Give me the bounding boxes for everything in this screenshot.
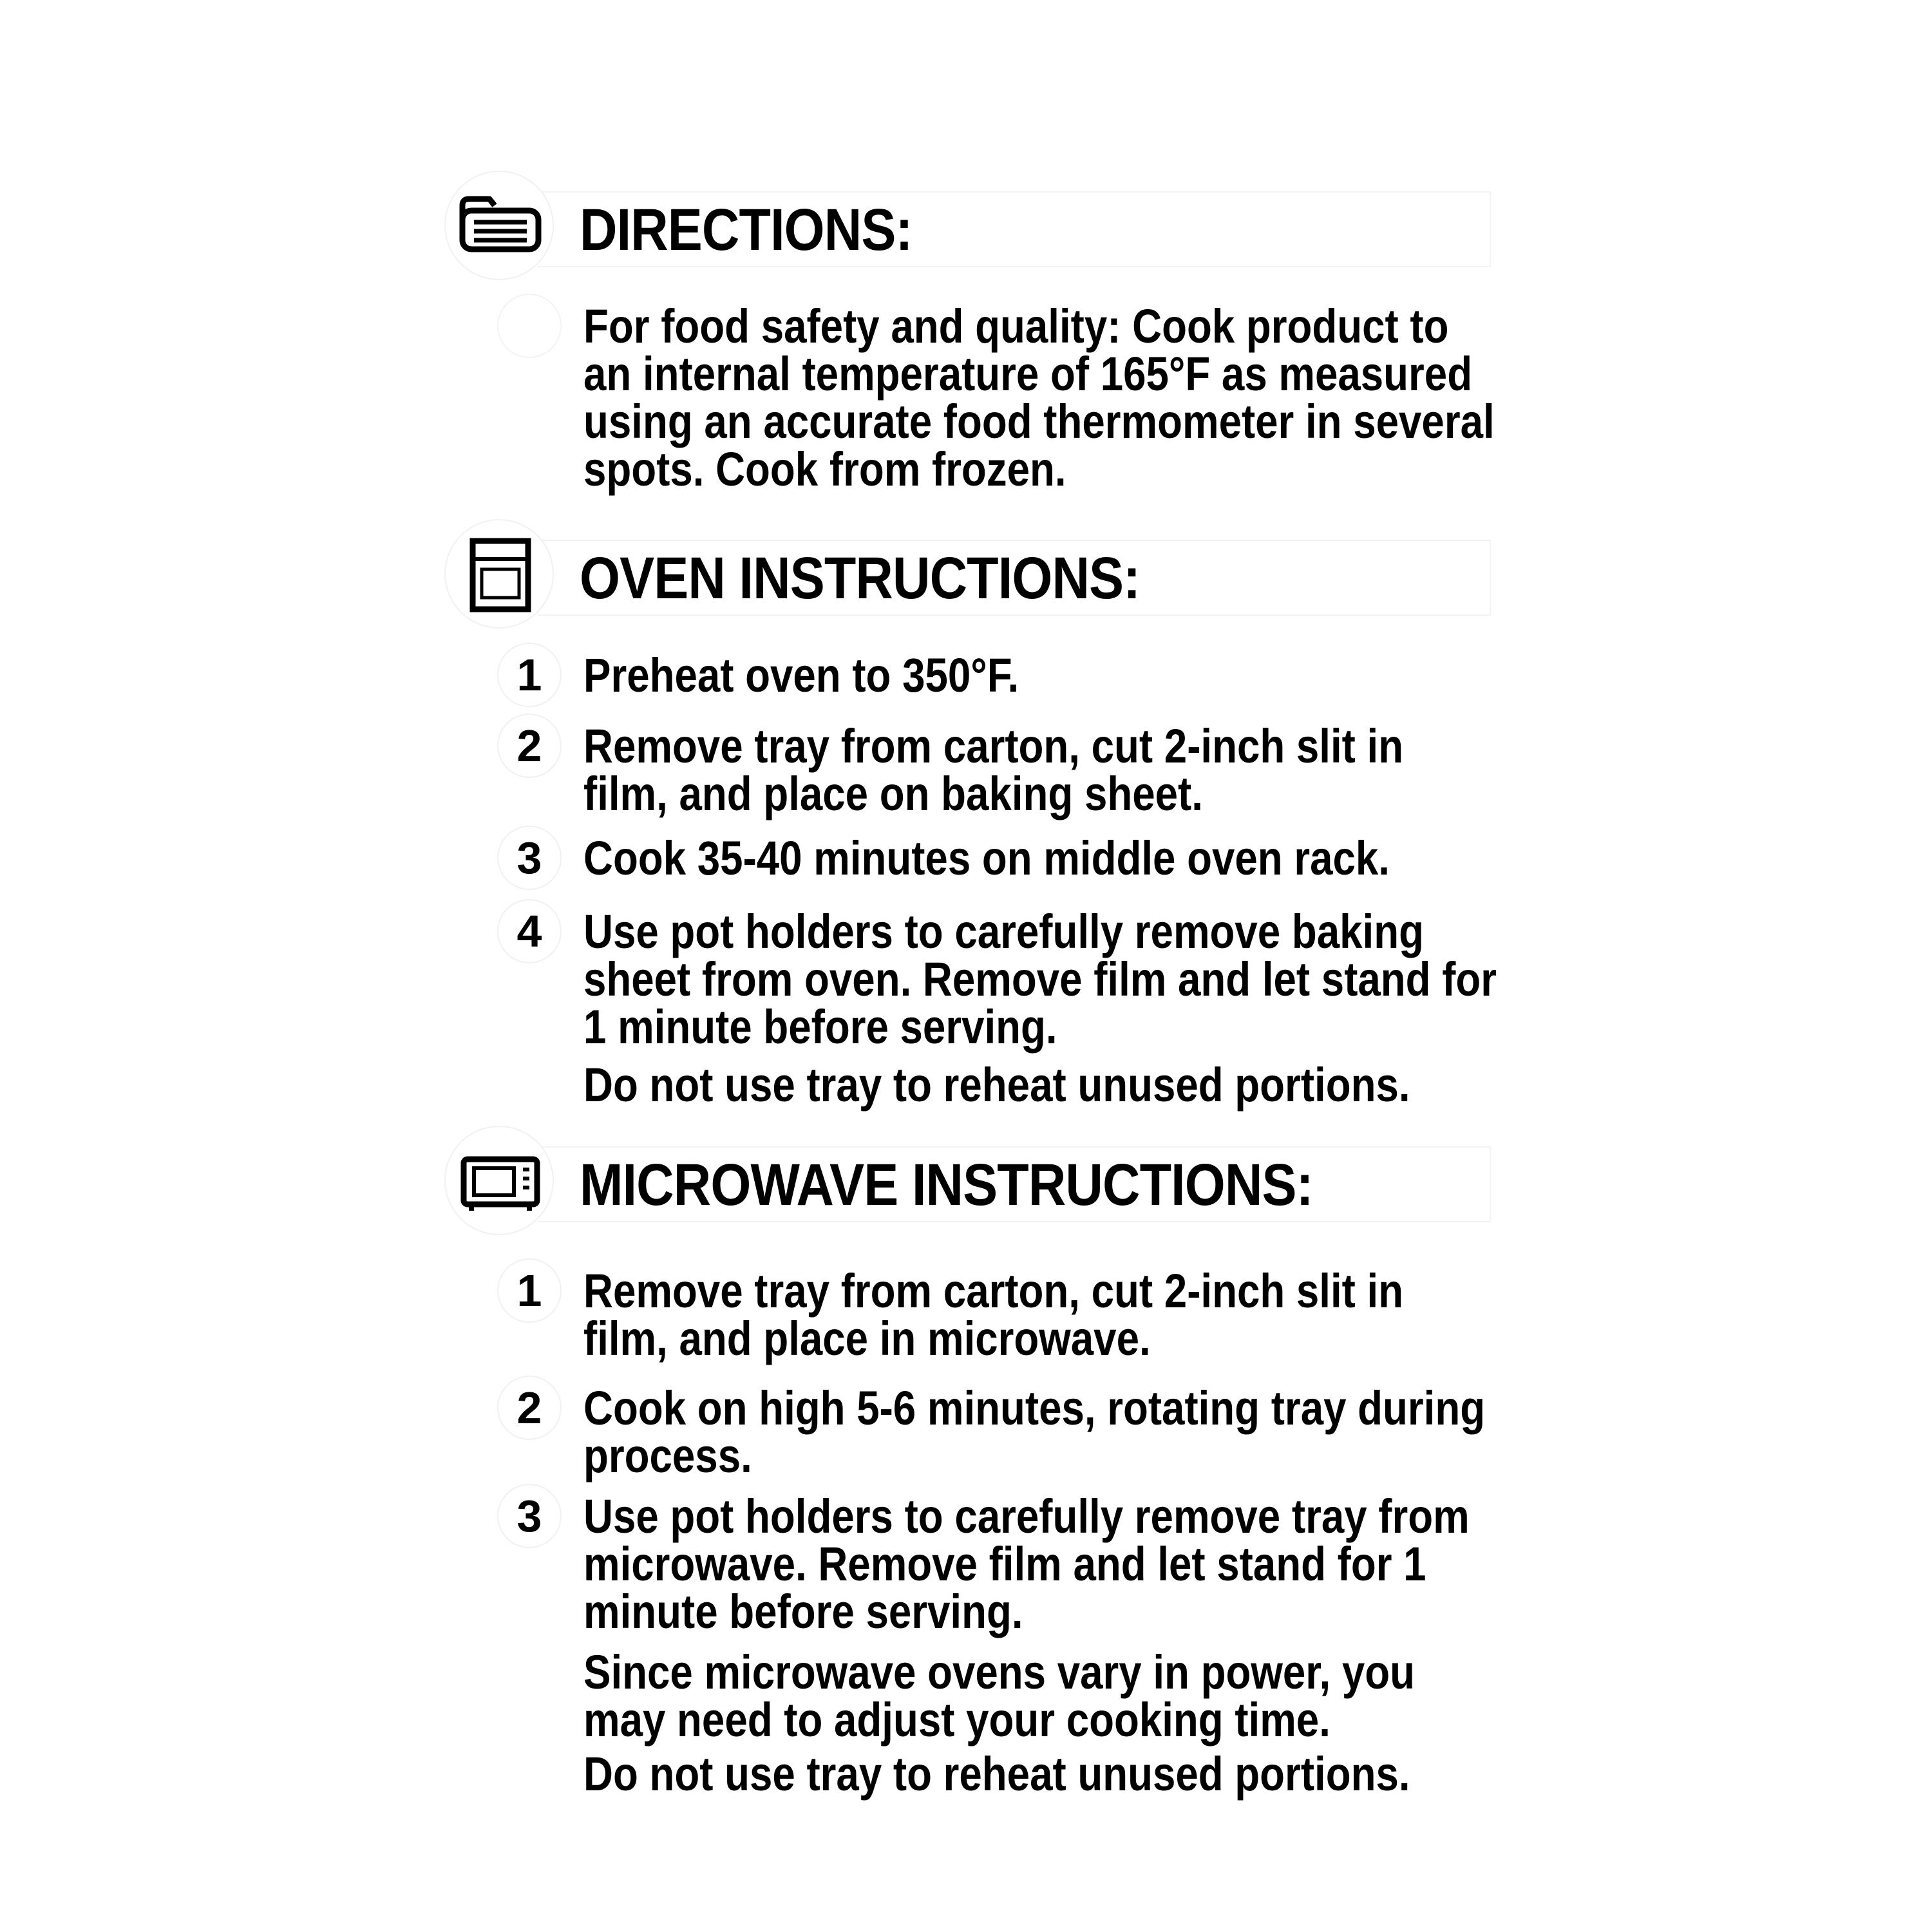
- cooking-instructions: [444, 171, 1497, 1801]
- microwave-step: [444, 1264, 1494, 1365]
- microwave-note: [444, 1645, 1494, 1747]
- microwave-step: [444, 1381, 1494, 1482]
- microwave-step: [444, 1490, 1494, 1638]
- notepad-icon: [444, 171, 554, 280]
- step-number: 1: [497, 1258, 562, 1323]
- step-text: Cook on high 5-6 minutes, rotating tray during process.: [583, 1381, 1486, 1482]
- oven-title: OVEN INSTRUCTIONS:: [580, 545, 1141, 611]
- oven-step: [444, 905, 1497, 1054]
- oven-header: [444, 519, 1494, 622]
- step-text: Remove tray from carton, cut 2-inch slit in film, and place in microwave.: [583, 1264, 1404, 1365]
- step-number: 4: [497, 899, 562, 963]
- step-text: Remove tray from carton, cut 2-inch slit in film, and place on baking sheet.: [583, 719, 1404, 820]
- step-text: Use pot holders to carefully remove tray from microwave. Remove film and let stand for 1 minute before serving.: [583, 1490, 1470, 1638]
- oven-icon: [444, 519, 554, 629]
- microwave-note: [444, 1747, 1494, 1801]
- microwave-title: MICROWAVE INSTRUCTIONS:: [580, 1152, 1313, 1218]
- note-text: Do not use tray to reheat unused portions.: [583, 1747, 1410, 1801]
- microwave-icon: [444, 1126, 554, 1235]
- step-number: 2: [497, 1376, 562, 1440]
- blank-bullet: [497, 294, 562, 358]
- step-text: Cook 35-40 minutes on middle oven rack.: [583, 831, 1390, 885]
- step-number: 2: [497, 714, 562, 778]
- directions-title: DIRECTIONS:: [580, 197, 913, 263]
- intro-text: For food safety and quality: Cook product to an internal temperature of 165°F as measured using an accurate food thermometer in several spots. Cook from frozen.: [583, 299, 1495, 496]
- step-number: 3: [497, 1484, 562, 1548]
- step-number: 3: [497, 826, 562, 890]
- note-text: Do not use tray to reheat unused portions.: [583, 1058, 1410, 1112]
- oven-step: [444, 649, 1494, 702]
- directions-header: [444, 171, 1494, 274]
- oven-step: [444, 831, 1494, 885]
- step-text: Use pot holders to carefully remove baking sheet from oven. Remove film and let stand for 1 minute before serving.: [583, 905, 1497, 1054]
- note-text: Since microwave ovens vary in power, you may need to adjust your cooking time.: [583, 1645, 1416, 1747]
- step-number: 1: [497, 643, 562, 707]
- microwave-header: [444, 1126, 1494, 1229]
- oven-note: [444, 1058, 1494, 1112]
- oven-step: [444, 719, 1494, 820]
- step-text: Preheat oven to 350°F.: [583, 649, 1019, 702]
- directions-intro: [444, 299, 1495, 496]
